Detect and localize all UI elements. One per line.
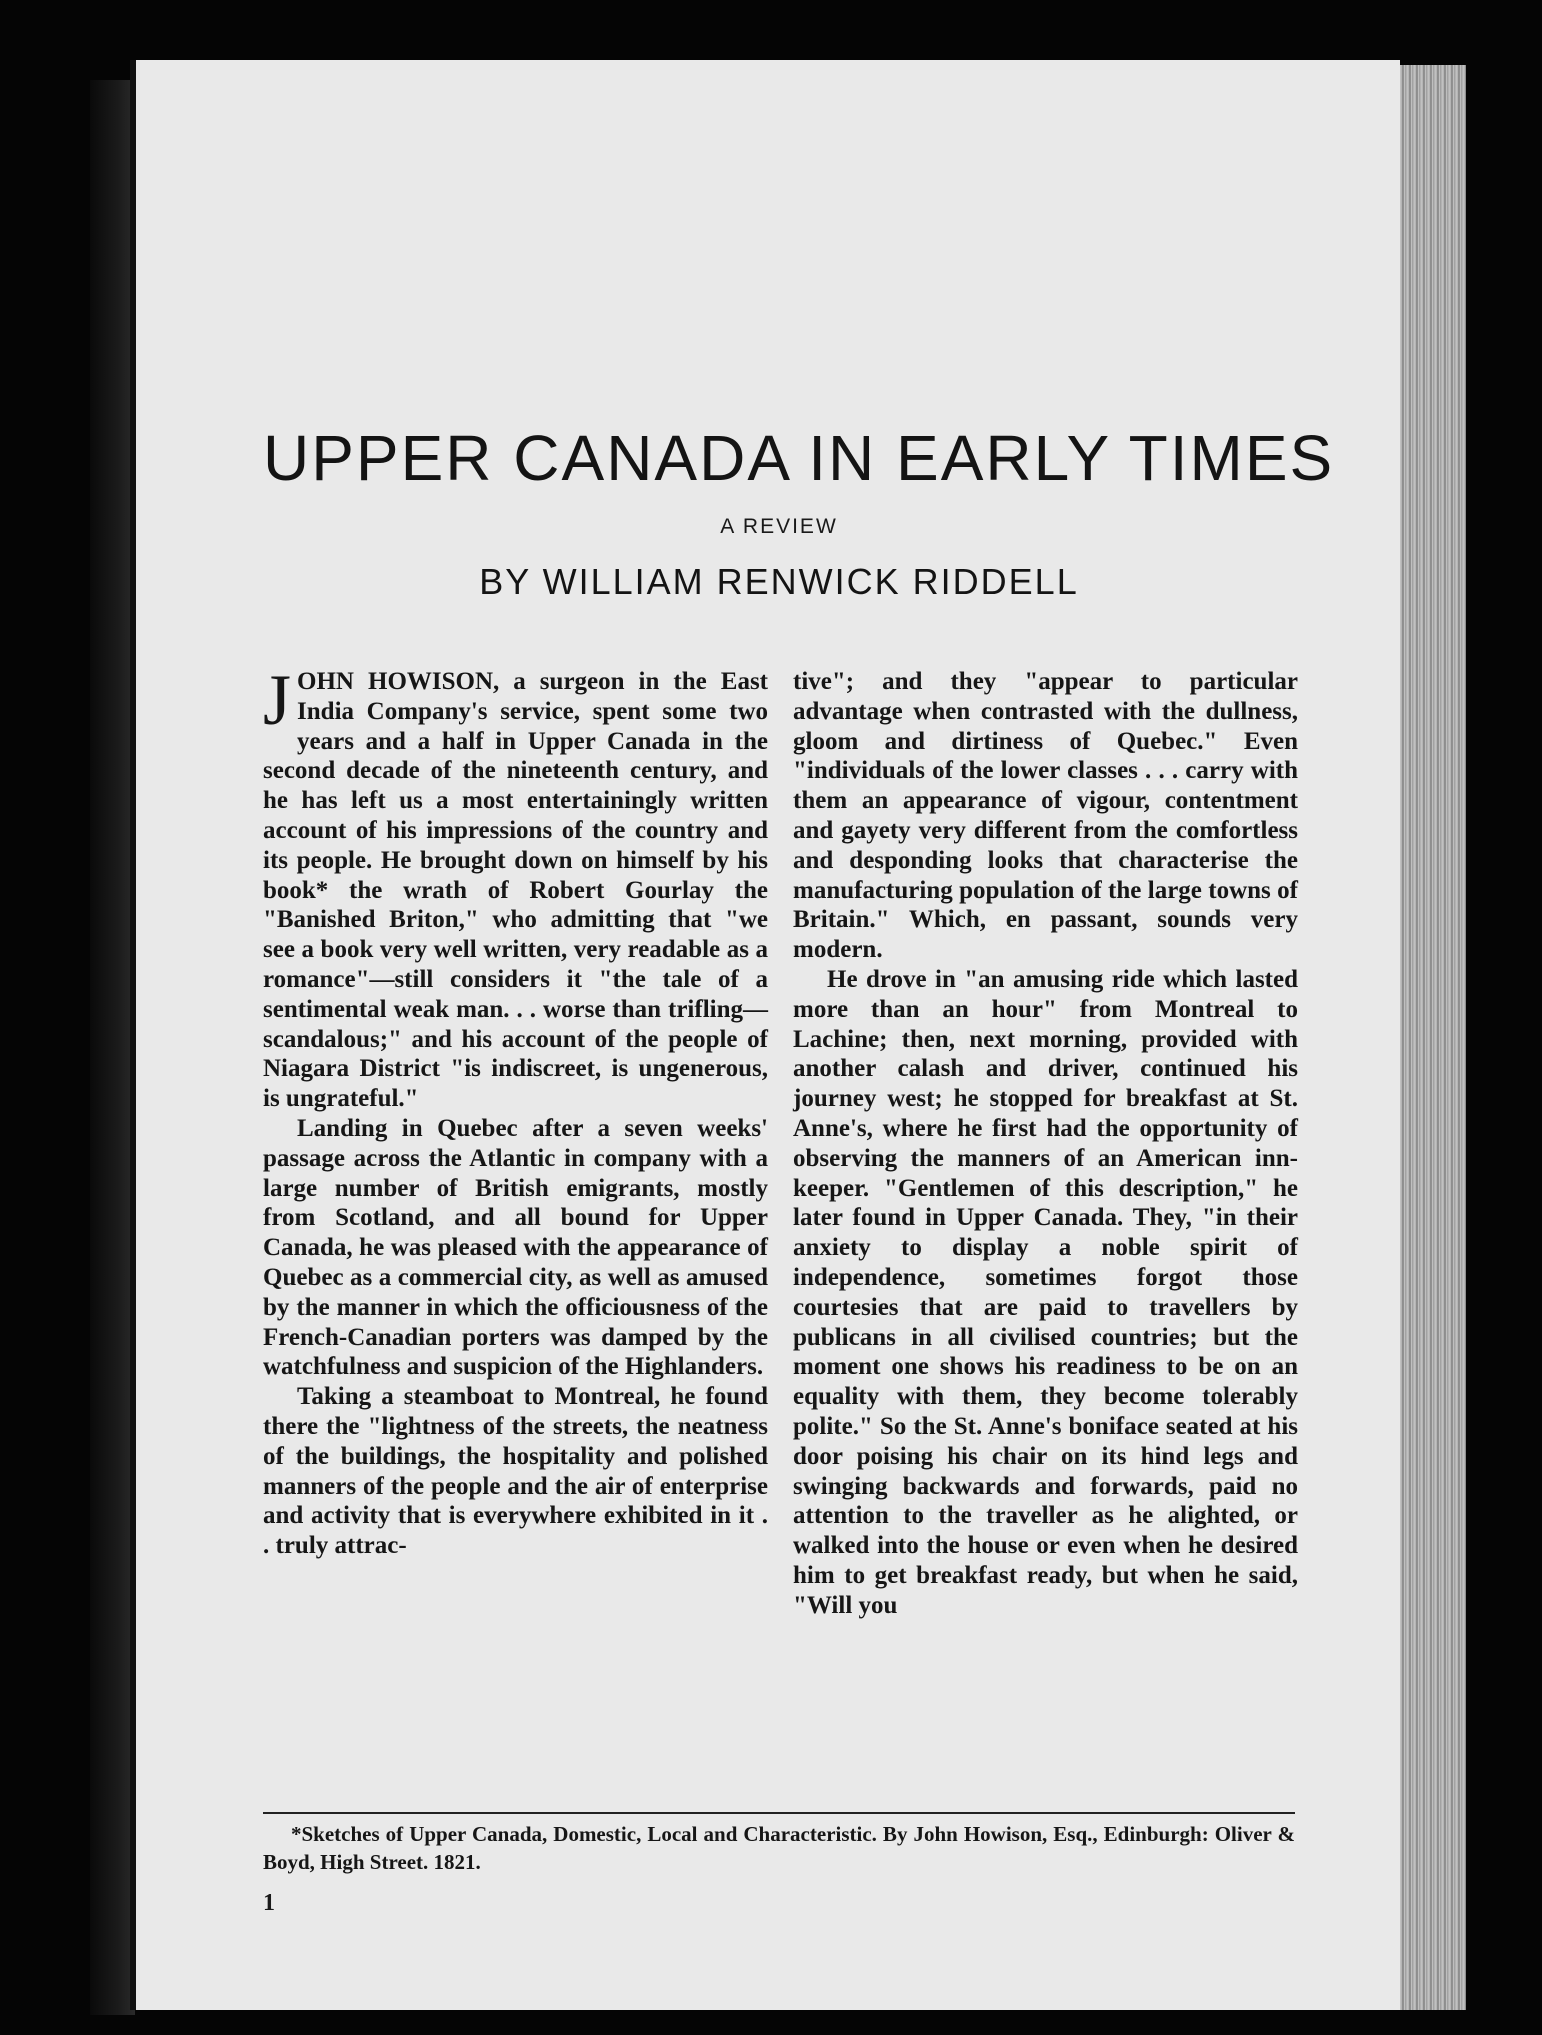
paragraph-text: OHN HOWISON, a surgeon in the East India Company's service, spent some two years and a half in Upper Canada in the second decade of the nineteenth century, and he has left us a most entertainingly written account of his impressions of the country and its people. He brought down on himself by his book* the wrath of Robert Gourlay the "Banished Briton," who admitting that "we see a book very well written, very readable as a romance"—still considers it "the tale of a sentimental weak man. . . worse than trifling—scandalous;" and his account of the people of Niagara District "is indiscreet, is ungenerous, is ungrateful." bbox=[263, 668, 768, 1113]
right-column bbox=[793, 667, 1298, 1621]
paragraph: He drove in "an amusing ride which lasted more than an hour" from Montreal to Lachine; then, next morning, provided with another calash and driver, continued his journey west; he stopped for breakfast at St. Anne's, where he first had the opportunity of observing the manners of an American inn-keeper. "Gentlemen of this description," he later found in Upper Canada. They, "in their anxiety to display a noble spirit of independence, sometimes forgot those courtesies that are paid to travellers by publicans in all civilised countries; but the moment one shows his readiness to be on an equality with them, they become tolerably polite." So the St. Anne's boniface seated at his door poising his chair on its hind legs and swinging backwards and forwards, paid no attention to the traveller as he alighted, or walked into the house or even when he desired him to get breakfast ready, but when he said, "Will you bbox=[793, 965, 1298, 1619]
left-column bbox=[263, 660, 768, 1561]
article bbox=[263, 420, 1335, 1619]
paragraph bbox=[263, 660, 768, 1114]
paragraph: tive"; and they "appear to particular advantage when contrasted with the dullness, gloom and dirtiness of Quebec." Even "individuals of the lower classes . . . carry with them an appearance of vigour, contentment and gayety very different from the comfortless and desponding looks that characterise the manufacturing population of the large towns of Britain." Which, en passant, sounds very modern. bbox=[793, 668, 1298, 964]
article-body bbox=[263, 660, 1298, 1807]
article-title: UPPER CANADA IN EARLY TIMES bbox=[263, 422, 1335, 494]
book-binding bbox=[90, 80, 135, 2015]
article-subtitle: A REVIEW bbox=[720, 514, 838, 538]
page-edges bbox=[1398, 65, 1466, 2010]
paragraph: Landing in Quebec after a seven weeks' passage across the Atlantic in company with a large number of British emigrants, mostly from Scotland, and all bound for Upper Canada, he was pleased with the appearance of Quebec as a commercial city, as well as amused by the manner in which the officiousness of the French-Canadian porters was damped by the watchfulness and suspicion of the Highlanders. bbox=[263, 1114, 768, 1381]
paragraph: Taking a steamboat to Montreal, he found there the "lightness of the streets, the neatness of the buildings, the hospitality and polished manners of the people and the air of enterprise and activity that is everywhere exhibited in it . . truly attrac- bbox=[263, 1383, 768, 1560]
page-number: 1 bbox=[263, 1890, 275, 1916]
drop-cap: J bbox=[263, 660, 292, 740]
footnote: *Sketches of Upper Canada, Domestic, Local and Characteristic. By John Howison, Esq., Edinburgh: Oliver & Boyd, High Street. 1821. bbox=[263, 1822, 1295, 1874]
article-byline: BY WILLIAM RENWICK RIDDELL bbox=[479, 560, 1079, 602]
footnote-rule bbox=[263, 1812, 1295, 1814]
